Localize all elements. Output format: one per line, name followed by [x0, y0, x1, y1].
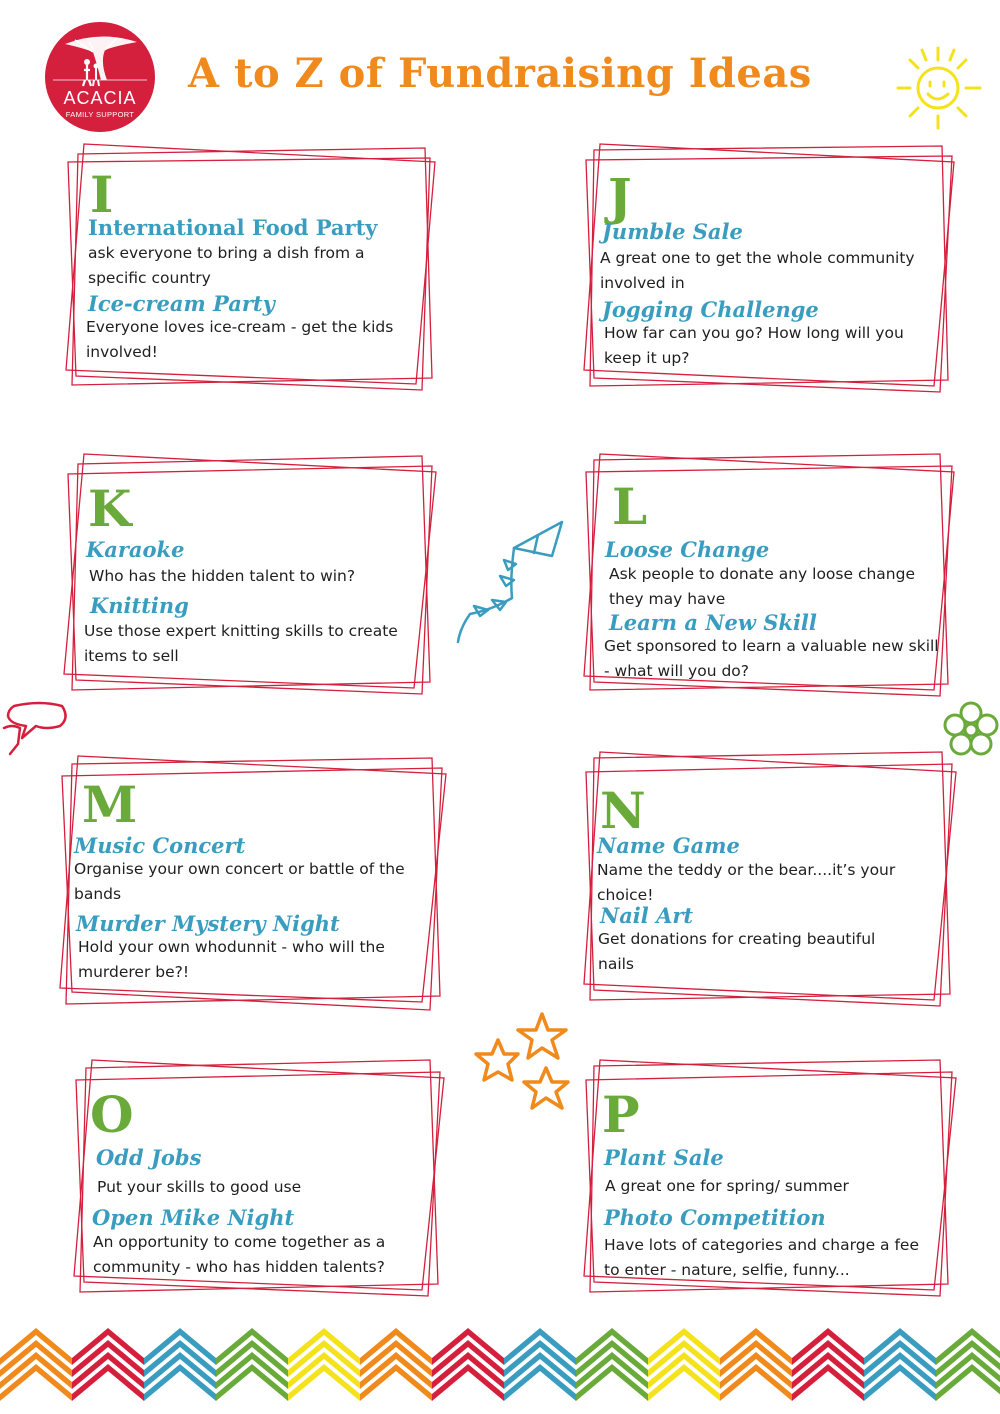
card-letter: O: [90, 1085, 134, 1144]
card-letter: J: [608, 167, 632, 226]
chevron-stripe: [72, 1364, 144, 1401]
idea-title: International Food Party: [88, 215, 378, 240]
idea-title: Knitting: [90, 593, 189, 618]
chevron-border: [0, 1318, 1000, 1414]
stars-icon: [470, 1010, 580, 1120]
idea-description: Who has the hidden talent to win?: [89, 567, 356, 585]
acacia-logo: [45, 22, 155, 132]
card-letter: N: [600, 781, 646, 840]
idea-description: How far can you go? How long will you keep it up?: [604, 324, 904, 367]
idea-description: Have lots of categories and charge a fee to enter - nature, selfie, funny...: [604, 1236, 919, 1279]
card-o: [70, 1056, 446, 1300]
idea-description: Use those expert knitting skills to create items to sell: [84, 622, 398, 665]
kite-icon: [452, 518, 592, 648]
card-letter: P: [602, 1085, 640, 1144]
card-j: [580, 140, 958, 395]
chevron-stripe: [432, 1364, 504, 1401]
chevron-stripe: [0, 1364, 72, 1401]
idea-title: Murder Mystery Night: [76, 911, 340, 936]
idea-description: A great one to get the whole community involved in: [600, 249, 915, 292]
idea-description: Get sponsored to learn a valuable new skill - what will you do?: [604, 637, 939, 680]
idea-description: Name the teddy or the bear....it’s your choice!: [597, 861, 896, 904]
chevron-stripe: [144, 1364, 216, 1401]
idea-title: Nail Art: [600, 903, 694, 928]
card-l: [580, 450, 958, 698]
chevron-stripe: [360, 1364, 432, 1401]
idea-title: Open Mike Night: [92, 1205, 295, 1230]
idea-description: Hold your own whodunnit - who will the murderer be?!: [78, 938, 385, 981]
idea-title: Karaoke: [86, 537, 185, 562]
card-letter: K: [88, 479, 132, 538]
speech-bubbles-icon: [0, 696, 72, 758]
chevron-stripe: [288, 1364, 360, 1401]
chevron-stripe: [864, 1364, 936, 1401]
card-letter: M: [82, 775, 138, 834]
idea-title: Loose Change: [605, 537, 770, 562]
idea-title: Ice-cream Party: [88, 291, 275, 316]
chevron-stripe: [720, 1364, 792, 1401]
card-letter: I: [90, 165, 114, 224]
idea-description: Put your skills to good use: [97, 1178, 302, 1196]
card-m: [56, 752, 448, 1014]
idea-title: Jogging Challenge: [602, 297, 819, 322]
card-p: [580, 1056, 958, 1300]
card-letter: L: [612, 477, 648, 536]
chevron-stripe: [648, 1364, 720, 1401]
idea-description: Everyone loves ice-cream - get the kids involved!: [86, 318, 394, 361]
chevron-stripe: [792, 1364, 864, 1401]
card-n: [580, 748, 958, 1010]
chevron-stripe: [216, 1364, 288, 1401]
card-i: [60, 140, 440, 395]
idea-description: Organise your own concert or battle of the bands: [74, 860, 405, 903]
idea-description: Get donations for creating beautiful nails: [598, 930, 876, 973]
idea-description: An opportunity to come together as a community - who has hidden talents?: [93, 1233, 386, 1276]
idea-title: Photo Competition: [604, 1205, 826, 1230]
idea-title: Jumble Sale: [602, 219, 743, 244]
chevron-stripe: [504, 1364, 576, 1401]
idea-title: Music Concert: [74, 833, 246, 858]
card-k: [60, 450, 440, 698]
idea-title: Plant Sale: [604, 1145, 724, 1170]
logo-subtitle: FAMILY SUPPORT: [65, 110, 135, 119]
sun-icon: [888, 42, 988, 132]
page-title: A to Z of Fundraising Ideas: [188, 50, 812, 97]
idea-title: Odd Jobs: [96, 1145, 202, 1170]
idea-description: Ask people to donate any loose change they may have: [609, 565, 915, 608]
idea-description: ask everyone to bring a dish from a specific country: [88, 244, 365, 287]
chevron-stripe: [576, 1364, 648, 1401]
idea-title: Name Game: [597, 833, 740, 858]
logo-name: ACACIA: [63, 88, 137, 108]
idea-description: A great one for spring/ summer: [605, 1177, 849, 1195]
idea-title: Learn a New Skill: [609, 610, 817, 635]
